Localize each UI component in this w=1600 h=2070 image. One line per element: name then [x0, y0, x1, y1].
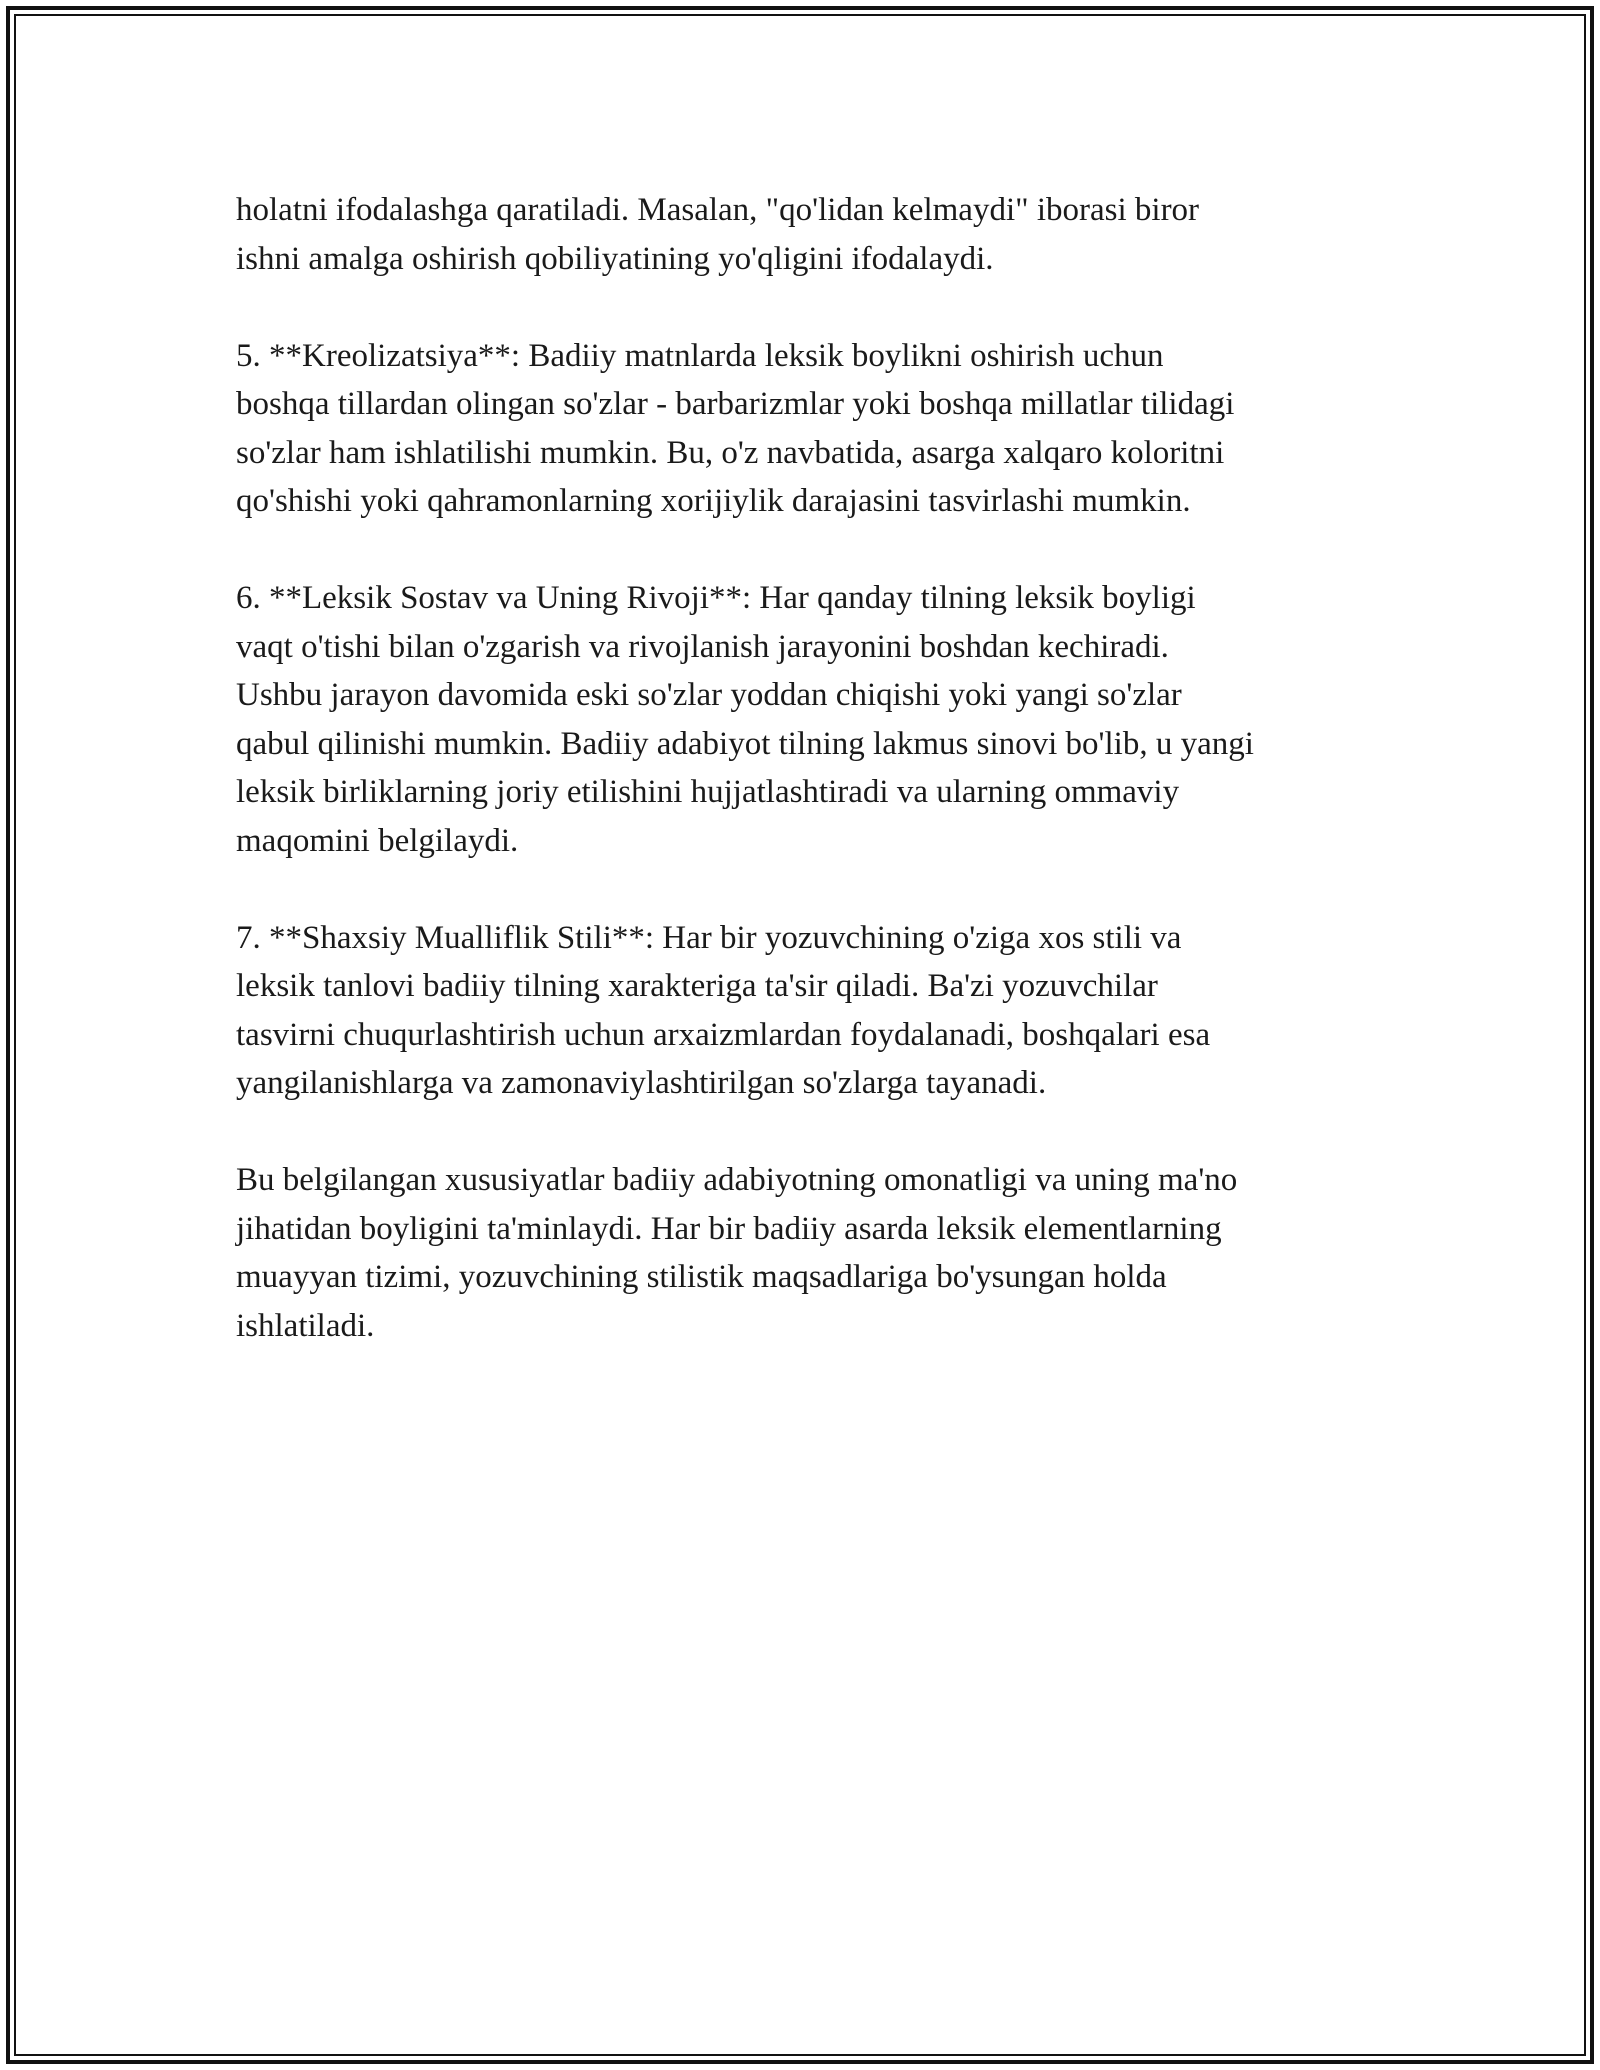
text-line: 7. **Shaxsiy Mualliflik Stili**: Har bir yozuvchining o'ziga xos stili va	[236, 919, 1182, 956]
text-line: ishni amalga oshirish qobiliyatining yo'qligini ifodalaydi.	[236, 240, 994, 277]
text-line: leksik birliklarning joriy etilishini hujjatlashtiradi va ularning ommaviy	[236, 774, 1180, 810]
text-line: jihatidan boyligini ta'minlaydi. Har bir badiiy asarda leksik elementlarning	[236, 1210, 1222, 1247]
paragraph-conclusion	[236, 1156, 1386, 1350]
text-line: leksik tanlovi badiiy tilning xarakteriga ta'sir qiladi. Ba'zi yozuvchilar	[236, 968, 1158, 1004]
text-line: ishlatiladi.	[236, 1307, 375, 1344]
text-line: Bu belgilangan xususiyatlar badiiy adabiyotning omonatligi va uning ma'no	[236, 1162, 1238, 1198]
document-body	[236, 186, 1386, 1399]
text-line: so'zlar ham ishlatilishi mumkin. Bu, o'z navbatida, asarga xalqaro koloritni	[236, 434, 1225, 471]
text-line: Ushbu jarayon davomida eski so'zlar yoddan chiqishi yoki yangi so'zlar	[236, 677, 1182, 713]
text-line: maqomini belgilaydi.	[236, 822, 519, 859]
text-line: 5. **Kreolizatsiya**: Badiiy matnlarda leksik boylikni oshirish uchun	[236, 337, 1164, 374]
text-line: qabul qilinishi mumkin. Badiiy adabiyot tilning lakmus sinovi bo'lib, u yangi	[236, 725, 1254, 762]
paragraph-leksik-sostav	[236, 574, 1386, 865]
text-line: vaqt o'tishi bilan o'zgarish va rivojlanish jarayonini boshdan kechiradi.	[236, 628, 1169, 665]
text-line: tasvirni chuqurlashtirish uchun arxaizmlardan foydalanadi, boshqalari esa	[236, 1016, 1211, 1053]
text-line: boshqa tillardan olingan so'zlar - barbarizmlar yoki boshqa millatlar tilidagi	[236, 386, 1235, 422]
text-line: muayyan tizimi, yozuvchining stilistik maqsadlariga bo'ysungan holda	[236, 1259, 1167, 1295]
text-line: yangilanishlarga va zamonaviylashtirilgan so'zlarga tayanadi.	[236, 1065, 1047, 1101]
paragraph-continuation	[236, 186, 1386, 283]
paragraph-kreolizatsiya	[236, 332, 1386, 526]
text-line: qo'shishi yoki qahramonlarning xorijiylik darajasini tasvirlashi mumkin.	[236, 483, 1191, 519]
paragraph-mualliflik-stili	[236, 914, 1386, 1108]
text-line: 6. **Leksik Sostav va Uning Rivoji**: Har qanday tilning leksik boyligi	[236, 580, 1196, 616]
text-line: holatni ifodalashga qaratiladi. Masalan, "qo'lidan kelmaydi" iborasi biror	[236, 192, 1200, 228]
